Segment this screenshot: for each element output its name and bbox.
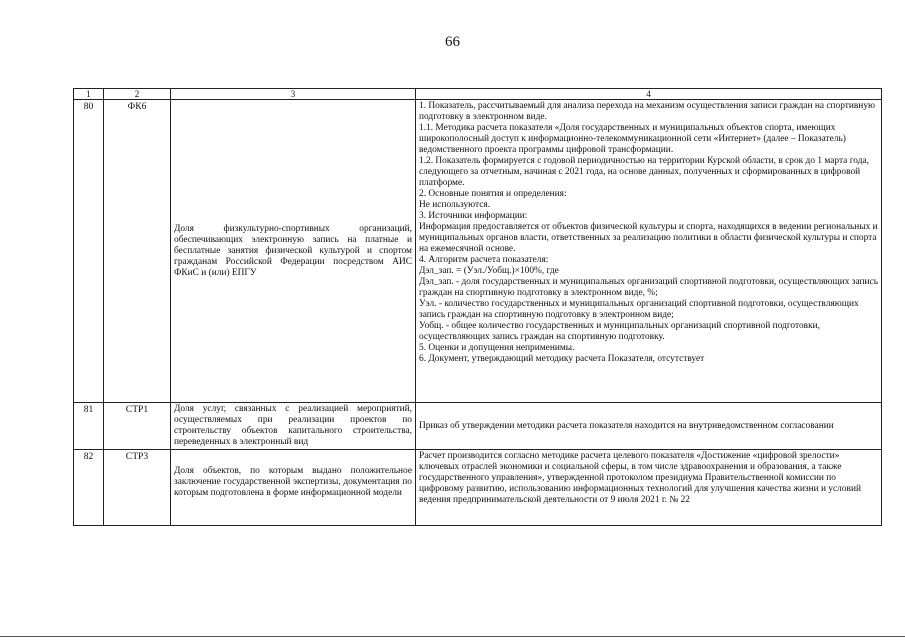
row-number: 82 bbox=[74, 450, 104, 526]
method-line: 1.2. Показатель формируется с годовой периодичностью на территории Курской области, в срок до 1 марта года, следующего за отчетным, начиная с 2021 года, на основе данных, полученных и сформированных в цифровой платформе. bbox=[419, 156, 869, 188]
method-line: Расчет производится согласно методике расчета целевого показателя «Достижение «цифровой зрелости» ключевых отраслей экономики и социальной сферы, в том числе здравоохранения и образования, а также государственного управления», утвержденной протоколом президиума Правительственной комиссии по цифровому развитию, использованию информационных технологий для улучшения качества жизни и условий ведения предпринимательской деятельности от 9 июля 2021 г. № 22 bbox=[419, 451, 861, 505]
method-line: 5. Оценки и допущения неприменимы. bbox=[419, 343, 575, 353]
indicator-code: СТР3 bbox=[104, 450, 171, 526]
method-line: 1.1. Методика расчета показателя «Доля государственных и муниципальных объектов спорта, имеющих широкополосный доступ к информационно-телекоммуникационной сети «Интернет» (далее – Показатель) ведомственного проекта программы цифровой трансформации. bbox=[419, 123, 846, 155]
table-row bbox=[74, 403, 882, 450]
calculation-method bbox=[416, 100, 882, 403]
calculation-method bbox=[416, 450, 882, 526]
table-row bbox=[74, 450, 882, 526]
method-line: Дэл_зап. = (Уэл./Уобщ.)×100%, где bbox=[419, 266, 559, 276]
method-line: 2. Основные понятия и определения: bbox=[419, 189, 567, 199]
column-header: 4 bbox=[416, 89, 882, 100]
column-header: 1 bbox=[74, 89, 104, 100]
method-line: Уобщ. - общее количество государственных и муниципальных организаций спортивной подготовки, осуществляющих запись граждан на спортивную подготовку. bbox=[419, 321, 820, 342]
header-row bbox=[74, 89, 882, 100]
indicator-description: Доля услуг, связанных с реализацией мероприятий, осуществляемых при реализации проектов по строительству объектов капитального строительства, переведенных в электронный вид bbox=[171, 403, 416, 450]
method-line: Приказ об утверждении методики расчета показателя находится на внутриведомственном согласовании bbox=[419, 420, 834, 431]
method-line: 3. Источники информации: bbox=[419, 211, 528, 221]
method-line: Информация предоставляется от объектов физической культуры и спорта, находящихся в ведении региональных и муниципальных органов власти, ответственных за реализацию политики в области физической культуры и спорта на ежемесячной основе. bbox=[419, 222, 878, 254]
page-edge-line bbox=[0, 636, 905, 637]
row-number: 80 bbox=[74, 100, 104, 403]
indicator-description: Доля физкультурно-спортивных организаций, обеспечивающих электронную запись на платные и бесплатные занятия физической культурой и спортом гражданам Российской Федерации посредством АИС ФКиС и (или) ЕПГУ bbox=[171, 100, 416, 403]
method-line: 6. Документ, утверждающий методику расчета Показателя, отсутствует bbox=[419, 354, 705, 364]
method-line: Уэл. - количество государственных и муниципальных организаций спортивной подготовки, осуществляющих запись граждан на спортивную подготовку в электронном виде; bbox=[419, 299, 859, 320]
column-header: 3 bbox=[171, 89, 416, 100]
indicator-table bbox=[73, 88, 882, 526]
indicator-code: ФК6 bbox=[104, 100, 171, 403]
calculation-method bbox=[416, 403, 882, 450]
method-line: 4. Алгоритм расчета показателя: bbox=[419, 255, 549, 265]
indicator-description: Доля объектов, по которым выдано положительное заключение государственной экспертизы, документация по которым подготовлена в форме информационной модели bbox=[171, 450, 416, 526]
table-row bbox=[74, 100, 882, 403]
row-number: 81 bbox=[74, 403, 104, 450]
method-line: 1. Показатель, рассчитываемый для анализа перехода на механизм осуществления записи граждан на спортивную подготовку в электронном виде. bbox=[419, 101, 876, 122]
indicator-code: СТР1 bbox=[104, 403, 171, 450]
method-line: Дэл_зап. - доля государственных и муниципальных организаций спортивной подготовки, осуществляющих запись граждан на спортивную подготовку в электронном виде, %; bbox=[419, 277, 878, 298]
page-number: 66 bbox=[445, 34, 460, 50]
column-header: 2 bbox=[104, 89, 171, 100]
method-line: Не используются. bbox=[419, 200, 491, 210]
